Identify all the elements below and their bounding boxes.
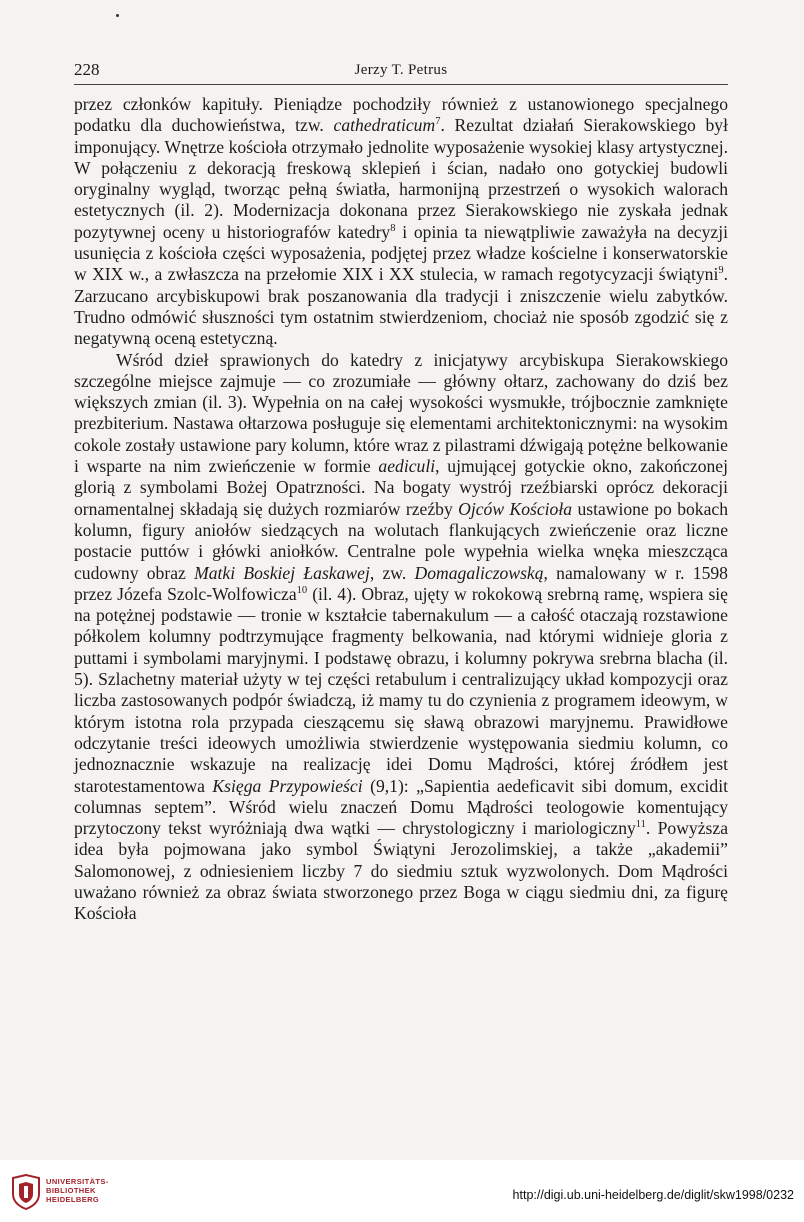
term-cathedraticum: cathedraticum (333, 115, 436, 136)
page-header (74, 60, 728, 84)
term-aediculi: aediculi (378, 456, 436, 477)
source-url-link[interactable]: http://digi.ub.uni-heidelberg.de/diglit/skw1998/0232 (512, 1188, 794, 1202)
footnote-ref-10: 10 (296, 584, 308, 596)
digitization-footer (0, 1160, 804, 1222)
footnote-ref-8: 8 (390, 222, 396, 234)
body-text (74, 94, 728, 925)
header-rule (74, 84, 728, 85)
page-number: 228 (74, 60, 100, 79)
title-ojcow-kosciola: Ojców Kościoła (458, 498, 573, 519)
scan-speck (116, 14, 119, 17)
title-ksiega-przypowiesci: Księga Przypowieści (212, 775, 363, 796)
library-wordmark: UNIVERSITÄTS- BIBLIOTHEK HEIDELBERG (46, 1177, 109, 1204)
paragraph-1: przez członków kapituły. Pieniądze pochodziły również z ustanowionego specjalnego podatku dla duchowieństwa, tzw. cathedraticum$^7$. Rezultat działań Sierakowskiego był imponujący. Wnętrze kościoła otrzymało jednolite wyposażenie wysokiej klasy artystycznej. W połączeniu z dekoracją freskową sklepień i ścian, nadało ono gotyckiej budowli oryginalny wygląd, tworząc pełną światła, harmonijną przestrzeń o wysokich walorach estetycznych (il. 2). Modernizacja dokonana przez Sierakowskiego nie zyskała jednak pozytywnej oceny u historiografów katedry$^8$ i opinia ta niewątpliwie zaważyła na decyzji usunięcia z kościoła części wyposażenia, podjętej przez władze kościelne i konserwatorskie w XIX w., a zwłaszcza na przełomie XIX i XX stulecia, w ramach regotycyzacji świątyni$^9$. Zarzucano arcybiskupowi brak poszanowania dla tradycji i zniszczenie wielu zabytków. Trudno odmówić słuszności tym ostatnim stwierdzeniom, chociaż nie sposób zgodzić się z negatywną oceną estetyczną. (74, 94, 729, 349)
library-logo[interactable] (8, 1170, 148, 1214)
footnote-ref-9: 9 (718, 265, 724, 277)
library-emblem-icon (10, 1174, 42, 1210)
paragraph-2: Wśród dzieł sprawionych do katedry z inicjatywy arcybiskupa Sierakowskiego szczególne miejsce zajmuje — co zrozumiałe — główny ołtarz, zachowany do dziś bez większych zmian (il. 3). Wypełnia on na całej wysokości wysmukłe, trójbocznie zamknięte prezbiterium. Nastawa ołtarzowa posługuje się elementami architektonicznymi: na wysokim cokole zostały ustawione pary kolumn, które wraz z pilastrami dźwigają potężne belkowanie i wsparte na nim zwieńczenie w formie aediculi, ujmującej gotyckie okno, zakończonej glorią z symbolami Bożej Opatrzności. Na bogaty wystrój rzeźbiarski oprócz dekoracji ornamentalnej składają się dużych rozmiarów rzeźby Ojców Kościoła ustawione po bokach kolumn, figury aniołów siedzących na wolutach flankujących zwieńczenie oraz liczne postacie puttów i główki aniołków. Centralne pole wypełnia wielka wnęka mieszcząca cudowny obraz Matki Boskiej Łaskawej, zw. Domagaliczowską, namalowany w r. 1598 przez Józefa Szolc-Wolfowicza$^{10}$ (il. 4). Obraz, ujęty w rokokową srebrną ramę, wspiera się na potężnej podstawie — tronie w kształcie tabernakulum — a całość otaczają rozstawione półkolem kolumny podtrzymujące fragmenty belkowania, nad którymi widnieje gloria z puttami i symbolami maryjnymi. I podstawę obrazu, i kolumny pokrywa srebrna blacha (il. 5). Szlachetny materiał użyty w tej części retabulum i centralizujący układ kompozycji oraz liczba zastosowanych podpór świadczą, iż mamy tu do czynienia z programem ideowym, w którym istotna rola przypada cieszącemu się sławą obrazowi maryjnemu. Prawidłowe odczytanie treści ideowych umożliwia stwierdzenie występowania siedmiu kolumn, co jednoznacznie wskazuje na realizację idei Domu Mądrości, której źródłem jest starotestamentowa Księga Przypowieści (9,1): „Sapientia aedeficavit sibi domum, excidit columnas septem”. Wśród wielu znaczeń Domu Mądrości teologowie komentujący przytoczony tekst wyróżniają dwa wątki — chrystologiczny i mariologiczny$^{11}$. Powyższa idea była pojmowana jako symbol Świątyni Jerozolimskiej, a także „akademii” Salomonowej, z odniesieniem liczby 7 do siedmiu sztuk wyzwolonych. Dom Mądrości uważano również za obraz świata stworzonego przez Boga w ciągu siedmiu dni, za figurę Kościoła (74, 349, 729, 924)
footnote-ref-11: 11 (635, 819, 646, 831)
title-matki-boskiej: Matki Boskiej Łaskawej (194, 562, 370, 583)
running-head-author: Jerzy T. Petrus (354, 62, 448, 78)
footnote-ref-7: 7 (435, 116, 441, 128)
term-domagaliczowska: Domagaliczowską (414, 562, 544, 583)
